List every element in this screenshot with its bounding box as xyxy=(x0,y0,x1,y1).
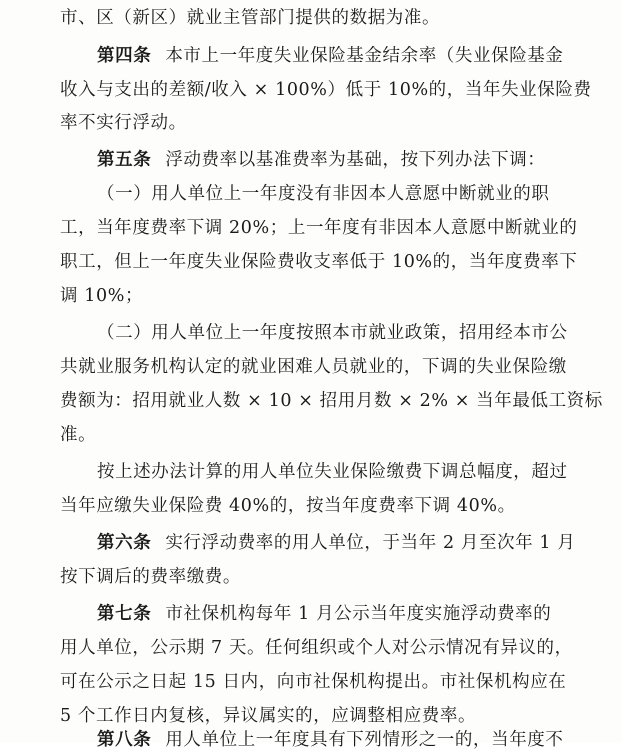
text-line xyxy=(97,321,568,345)
line-text: 浮动费率以基准费率为基础，按下列办法下调： xyxy=(165,150,546,170)
text-line xyxy=(60,284,143,308)
line-text: 按下调后的费率缴费。 xyxy=(60,567,241,587)
article-6-line xyxy=(97,531,575,555)
line-text: 本市上一年度失业保险基金结余率（失业保险基金 xyxy=(165,46,564,66)
line-text: 调 10%； xyxy=(60,286,144,306)
article-5-line xyxy=(97,148,545,172)
text-line xyxy=(60,704,476,728)
line-text: 收入与支出的差额/收入 × 100%）低于 10%的，当年失业保险费 xyxy=(60,80,592,100)
line-text: 5 个工作日内复核，异议属实的，应调整相应费率。 xyxy=(60,706,477,726)
line-text: 实行浮动费率的用人单位，于当年 2 月至次年 1 月 xyxy=(165,533,576,553)
line-text: 按上述办法计算的用人单位失业保险缴费下调总幅度，超过 xyxy=(97,462,568,482)
line-text: 用人单位，公示期 7 天。任何组织或个人对公示情况有异议的， xyxy=(60,638,573,658)
article-heading: 第六条 xyxy=(97,533,152,553)
line-text: 工，当年度费率下调 20%；上一年度有非因本人意愿中断就业的 xyxy=(60,218,578,238)
article-heading: 第七条 xyxy=(97,604,152,624)
text-line xyxy=(97,182,550,206)
text-line xyxy=(60,670,566,694)
article-heading: 第四条 xyxy=(97,46,152,66)
text-line xyxy=(60,636,573,660)
article-8-line xyxy=(97,728,564,752)
text-line xyxy=(60,423,96,447)
line-text: （二）用人单位上一年度按照本市就业政策，招用经本市公 xyxy=(97,323,568,343)
line-text: 可在公示之日起 15 日内，向市社保机构提出。市社保机构应在 xyxy=(60,672,567,692)
line-text: （一）用人单位上一年度没有非因本人意愿中断就业的职 xyxy=(97,184,550,204)
text-line xyxy=(60,389,603,413)
line-text: 共就业服务机构认定的就业困难人员就业的，下调的失业保险缴 xyxy=(60,357,567,377)
line-text: 职工，但上一年度失业保险费收支率低于 10%的，当年度费率下 xyxy=(60,252,578,272)
line-text: 市、区（新区）就业主管部门提供的数据为准。 xyxy=(60,8,441,28)
article-heading: 第五条 xyxy=(97,150,152,170)
line-text: 市社保机构每年 1 月公示当年度实施浮动费率的 xyxy=(165,604,552,624)
line-text: 当年应缴失业保险费 40%的，按当年度费率下调 40%。 xyxy=(60,496,516,516)
text-line xyxy=(60,111,187,135)
text-line xyxy=(97,460,568,484)
article-7-line xyxy=(97,602,551,626)
article-4-line xyxy=(97,44,564,68)
article-heading: 第八条 xyxy=(97,730,152,750)
text-line xyxy=(60,565,241,589)
text-line xyxy=(60,250,577,274)
text-line xyxy=(60,6,440,30)
text-line xyxy=(60,355,567,379)
text-line xyxy=(60,494,516,518)
line-text: 用人单位上一年度具有下列情形之一的，当年度不 xyxy=(165,730,564,750)
line-text: 准。 xyxy=(60,425,97,445)
text-line xyxy=(60,216,577,240)
line-text: 率不实行浮动。 xyxy=(60,113,187,133)
line-text: 费额为：招用就业人数 × 10 × 招用月数 × 2% × 当年最低工资标 xyxy=(60,391,603,411)
text-line xyxy=(60,78,592,102)
